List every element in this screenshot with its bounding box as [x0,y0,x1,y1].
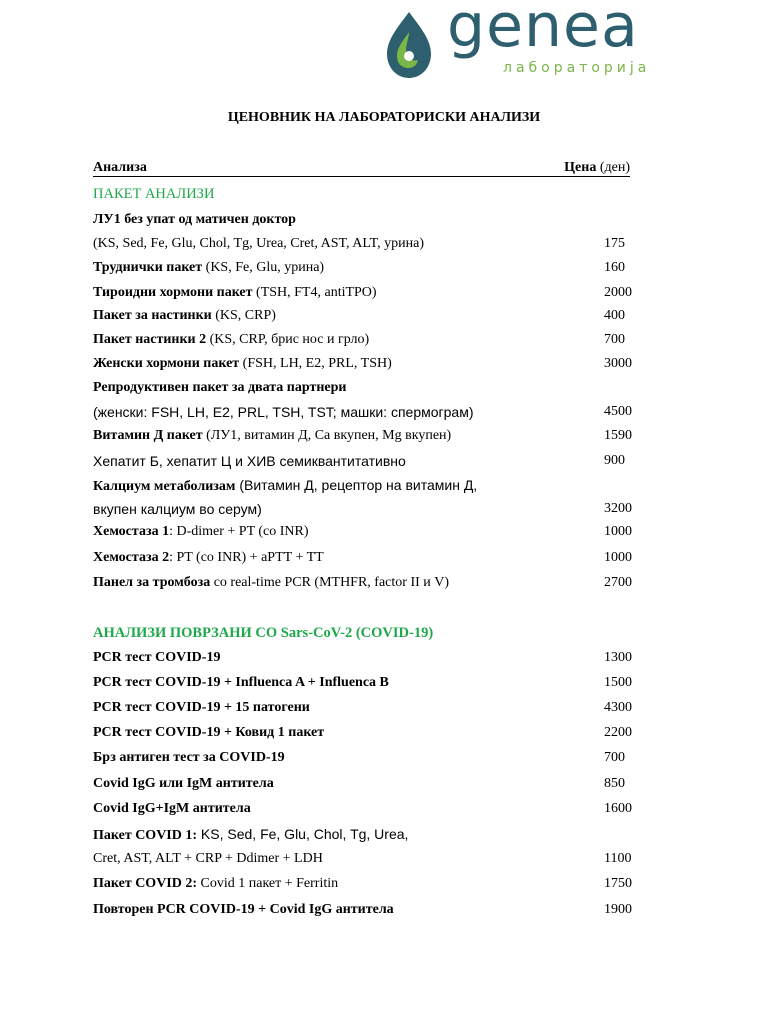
item-name [93,453,406,471]
header-price-label: Цена [564,160,597,175]
item-price: 3200 [604,501,632,516]
item-name-bold: Covid IgG или IgM антитела [93,776,274,791]
list-item [93,575,653,593]
item-name-bold: Калциум метаболизам [93,479,236,494]
item-price: 2200 [604,725,632,740]
item-name [93,700,310,716]
item-name [93,650,220,666]
item-name [93,308,276,324]
item-details: (KS, Sed, Fe, Glu, Chol, Tg, Urea, Cret, AST, ALT, урина) [93,236,425,251]
item-details: (Витамин Д, рецептор на витамин Д, [235,477,478,493]
list-item [93,725,653,743]
list-item [93,876,653,894]
item-name [93,801,251,817]
item-details: (KS, Fe, Glu, урина) [202,260,325,275]
item-name [93,550,324,566]
item-price: 700 [604,750,625,765]
item-name-bold: ЛУ1 без упат од матичен доктор [93,212,296,227]
item-name [93,902,394,918]
item-details: (женски: FSH, LH, E2, PRL, TSH, TST; машки: спермограм) [93,404,474,420]
item-name-bold: Тироидни хормони пакет [93,285,253,300]
item-name-bold: PCR тест COVID-19 + 15 патогени [93,700,310,715]
item-name-bold: Пакет настинки 2 [93,332,207,347]
item-name [93,212,296,228]
document-title: ЦЕНОВНИК НА ЛАБОРАТОРИСКИ АНАЛИЗИ [227,110,541,125]
item-name [93,851,323,867]
list-item [93,380,653,398]
item-name-bold: Хемостаза 1 [93,524,170,539]
item-details: (FSH, LH, E2, PRL, TSH) [239,356,392,371]
item-name [93,332,369,348]
item-details: вкупен калциум во серум) [93,501,262,517]
item-price: 4300 [604,700,632,715]
item-name-bold: Пакет COVID 1: [93,828,198,843]
list-item [93,212,653,230]
item-name [93,575,449,591]
item-name [93,675,389,691]
list-item [93,826,653,844]
item-name [93,236,424,252]
item-price: 900 [604,453,625,468]
item-details: Cret, AST, ALT + CRP + Ddimer + LDH [93,851,323,866]
list-item [93,285,653,303]
item-price: 850 [604,776,625,791]
item-name-bold: Covid IgG+IgM антитела [93,801,251,816]
item-name [93,524,309,540]
list-item [93,332,653,350]
list-item [93,902,653,920]
item-name [93,725,324,741]
section-title-covid: АНАЛИЗИ ПОВРЗАНИ СО Sars-CoV-2 (COVID-19) [93,625,434,641]
item-price: 4500 [604,404,632,419]
item-price: 1600 [604,801,632,816]
list-item [93,356,653,374]
list-item [93,236,653,254]
item-name [93,477,477,495]
item-price: 160 [604,260,625,275]
item-price: 1300 [604,650,632,665]
item-name [93,750,285,766]
item-price: 400 [604,308,625,323]
item-price: 1000 [604,524,632,539]
list-item [93,801,653,819]
list-item [93,428,653,446]
item-name-bold: Женски хормони пакет [93,356,240,371]
item-price: 1900 [604,902,632,917]
item-name-bold: Пакет COVID 2: [93,876,198,891]
item-name-bold: PCR тест COVID-19 + Influenca A + Influenca B [93,675,389,690]
item-details: KS, Sed, Fe, Glu, Chol, Tg, Urea, [197,826,409,842]
list-item [93,700,653,718]
item-details: (KS, CRP, брис нос и грло) [206,332,370,347]
item-price: 1100 [604,851,632,866]
list-item [93,308,653,326]
item-details: (ЛУ1, витамин Д, Ca вкупен, Mg вкупен) [202,428,452,443]
item-name [93,428,451,444]
list-item [93,501,653,519]
item-price: 3000 [604,356,632,371]
item-price: 700 [604,332,625,347]
list-item [93,550,653,568]
item-name-bold: PCR тест COVID-19 [93,650,221,665]
item-name [93,826,408,844]
list-item [93,750,653,768]
header-price [564,160,630,176]
item-details: (TSH, FT4, antiTPO) [252,285,377,300]
item-details: : D-dimer + PT (со INR) [169,524,309,539]
item-name [93,380,346,396]
header-price-unit: (ден) [596,160,630,175]
item-name-bold: Труднички пакет [93,260,203,275]
item-name-bold: Репродуктивен пакет за двата партнери [93,380,347,395]
item-name [93,356,392,372]
item-name-bold: Брз антиген тест за COVID-19 [93,750,285,765]
list-item [93,650,653,668]
item-name [93,501,262,519]
item-details: : PT (со INR) + aPTT + TT [169,550,324,565]
logo-subtitle: лабораторија [503,60,651,76]
drop-logo-icon [385,10,433,80]
item-details: Хепатит Б, хепатит Ц и ХИВ семиквантитативно [93,453,406,469]
item-price: 1000 [604,550,632,565]
item-price: 1590 [604,428,632,443]
list-item [93,477,653,495]
item-details: Covid 1 пакет + Ferritin [197,876,339,891]
item-name-bold: Повторен PCR COVID-19 + Covid IgG антитела [93,902,394,917]
list-item [93,776,653,794]
item-name-bold: PCR тест COVID-19 + Ковид 1 пакет [93,725,325,740]
item-details: со real-time PCR (MTHFR, factor II и V) [210,575,450,590]
item-name [93,404,473,422]
genea-logo [385,0,695,80]
item-name [93,260,324,276]
item-name-bold: Витамин Д пакет [93,428,203,443]
table-header [93,160,630,177]
header-analysis: Анализа [93,160,147,175]
list-item [93,524,653,542]
item-price: 175 [604,236,625,251]
list-item [93,675,653,693]
item-price: 1750 [604,876,632,891]
item-price: 2000 [604,285,632,300]
item-price: 2700 [604,575,632,590]
list-item [93,453,653,471]
list-item [93,851,653,869]
item-name [93,285,377,301]
list-item [93,260,653,278]
section-title-packages: ПАКЕТ АНАЛИЗИ [93,186,215,202]
item-name-bold: Пакет за настинки [93,308,212,323]
item-name [93,776,274,792]
item-details: (KS, CRP) [211,308,276,323]
item-price: 1500 [604,675,632,690]
list-item [93,404,653,422]
item-name-bold: Панел за тромбоза [93,575,211,590]
logo-wordmark: genea [447,0,639,61]
item-name-bold: Хемостаза 2 [93,550,170,565]
item-name [93,876,338,892]
